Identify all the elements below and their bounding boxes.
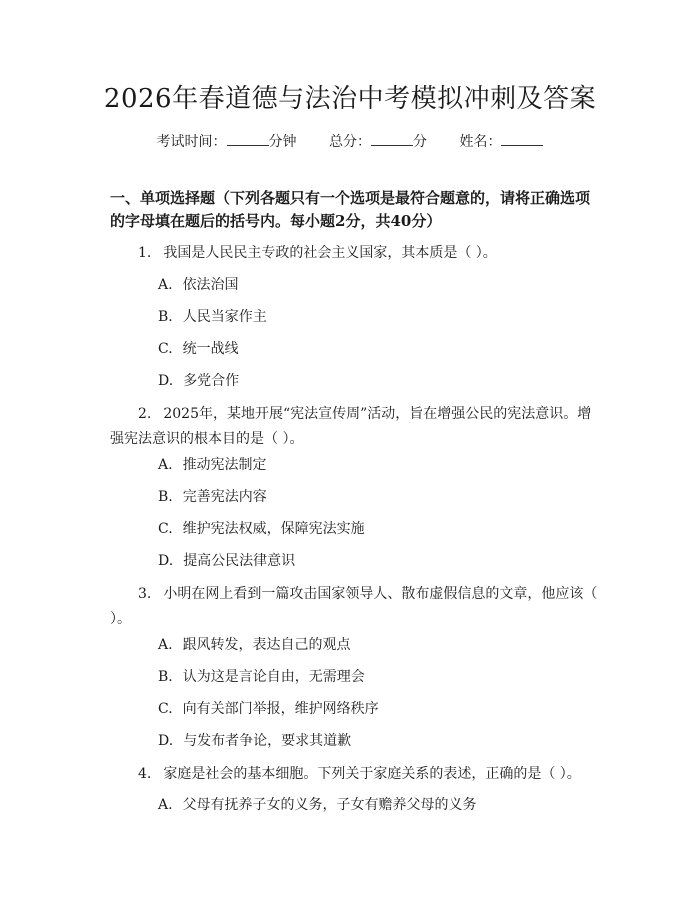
option-letter: B. [158, 669, 173, 685]
option-text: 统一战线 [182, 341, 239, 357]
option-item [158, 795, 598, 815]
option-item [158, 339, 598, 359]
option-letter: B. [158, 489, 173, 505]
page-title: 2026年春道德与法治中考模拟冲刺及答案 [103, 84, 597, 114]
option-letter: A. [158, 277, 173, 293]
question-text: 我国是人民民主专政的社会主义国家，其本质是（ ）。 [163, 245, 497, 261]
option-item [158, 519, 598, 539]
exam-time-blank [227, 131, 269, 146]
option-item [158, 667, 598, 687]
option-text: 向有关部门举报，维护网络秩序 [182, 701, 379, 717]
total-score-unit: 分 [413, 134, 427, 150]
question-number: 4. [138, 766, 152, 782]
option-letter: C. [158, 521, 173, 537]
question-stem [110, 402, 598, 452]
question-stem [110, 582, 598, 632]
option-letter: A. [158, 797, 173, 813]
total-score-field [329, 134, 427, 150]
option-item [158, 371, 598, 391]
option-item [158, 455, 598, 475]
exam-info-row [0, 131, 700, 152]
option-text: 人民当家作主 [182, 309, 267, 325]
option-letter: C. [158, 701, 173, 717]
option-item [158, 731, 598, 751]
question-text: 家庭是社会的基本细胞。下列关于家庭关系的表述，正确的是（ ）。 [163, 766, 581, 782]
name-field [459, 134, 543, 150]
option-text: 提高公民法律意识 [183, 553, 296, 569]
option-item [158, 487, 598, 507]
question-text: 2025年，某地开展“宪法宣传周”活动，旨在增强公民的宪法意识。增强宪法意识的根本目的是（ ）。 [110, 406, 592, 447]
option-text: 父母有抚养子女的义务，子女有赡养父母的义务 [182, 797, 477, 813]
question-number: 3. [138, 586, 152, 602]
section-heading: 一、单项选择题（下列各题只有一个选项是最符合题意的，请将正确选项的字母填在题后的括号内。每小题2分，共40分） [110, 189, 591, 230]
option-text: 与发布者争论，要求其道歉 [183, 733, 352, 749]
option-item [158, 635, 598, 655]
option-item [158, 307, 598, 327]
option-letter: A. [158, 637, 173, 653]
option-text: 多党合作 [183, 373, 240, 389]
question-stem [110, 762, 598, 787]
question-text: 小明在网上看到一篇攻击国家领导人、散布虚假信息的文章，他应该（ ）。 [110, 586, 598, 627]
option-text: 认为这是言论自由，无需理会 [182, 669, 365, 685]
option-item [158, 551, 598, 571]
option-letter: D. [158, 553, 174, 569]
option-item [158, 275, 598, 295]
name-blank [501, 131, 543, 146]
name-label: 姓名： [459, 134, 502, 150]
option-text: 依法治国 [182, 277, 239, 293]
option-letter: B. [158, 309, 173, 325]
question-stem [110, 241, 598, 266]
question-number: 2. [138, 406, 152, 422]
question-number: 1. [138, 245, 152, 261]
exam-time-unit: 分钟 [268, 134, 297, 150]
option-text: 维护宪法权威，保障宪法实施 [182, 521, 365, 537]
option-letter: C. [158, 341, 173, 357]
option-letter: A. [158, 457, 173, 473]
option-letter: D. [158, 733, 174, 749]
option-item [158, 699, 598, 719]
option-text: 推动宪法制定 [182, 457, 267, 473]
exam-time-field [157, 134, 297, 150]
exam-time-label: 考试时间： [156, 134, 227, 150]
option-text: 跟风转发，表达自己的观点 [182, 637, 351, 653]
option-text: 完善宪法内容 [182, 489, 267, 505]
total-score-label: 总分： [329, 134, 371, 150]
total-score-blank [371, 131, 413, 146]
option-letter: D. [158, 373, 174, 389]
